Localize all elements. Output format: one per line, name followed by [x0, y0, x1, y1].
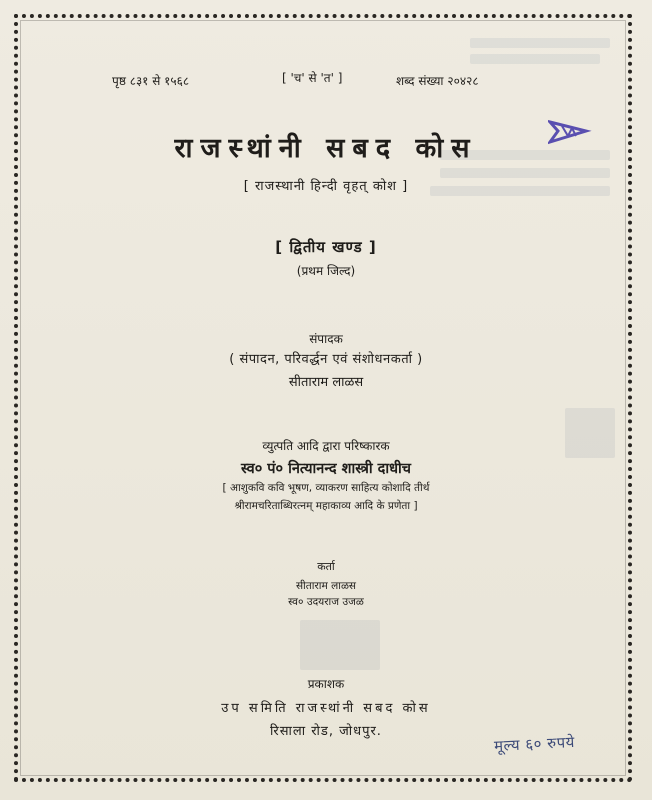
etymology-editor-name: स्व० पं० नित्यानन्द शास्त्री दाधीच: [241, 461, 411, 477]
publisher-heading: प्रकाशक: [307, 677, 345, 691]
etymology-description-line1: [ आशुकवि कवि भूषण, व्याकरण साहित्य कोशादि तीर्थ: [222, 482, 430, 494]
part-label: (प्रथम जिल्द): [296, 264, 356, 278]
publisher-address: रिसाला रोड, जोधपुर.: [270, 724, 382, 739]
publisher-name: उप समिति राजस्थांनी सबद कोस: [221, 701, 431, 716]
bleed-through-mark: [470, 54, 600, 64]
editor-name: सीताराम लाळस: [288, 375, 364, 390]
editor-heading: संपादक: [309, 332, 343, 346]
bleed-through-mark: [300, 620, 380, 670]
etymology-heading: व्युत्पति आदि द्वारा परिष्कारक: [262, 439, 390, 453]
editor-role: ( संपादन, परिवर्द्धन एवं संशोधनकर्ता ): [229, 352, 423, 367]
price-stamp: मूल्य ६० रुपये: [493, 732, 576, 756]
book-title: राजस्थांनी सबद कोस: [174, 133, 478, 164]
letter-range: [ 'च' से 'त' ]: [282, 71, 343, 85]
page-range: पृष्ठ ८३१ से १५६८: [112, 74, 190, 88]
author-name-2: स्व० उदयराज उजळ: [288, 596, 364, 608]
author-name-1: सीताराम लाळस: [295, 580, 357, 592]
book-subtitle: [ राजस्थानी हिन्दी वृहत् कोश ]: [243, 179, 409, 194]
bleed-through-mark: [470, 38, 610, 48]
volume-label: [ द्वितीय खण्ड ]: [275, 238, 377, 256]
authors-heading: कर्ता: [317, 560, 335, 573]
word-count: शब्द संख्या २०४२८: [396, 74, 479, 88]
etymology-description-line2: श्रीरामचरिताब्धिरत्नम् महाकाव्य आदि के प्रणेता ]: [234, 500, 418, 512]
